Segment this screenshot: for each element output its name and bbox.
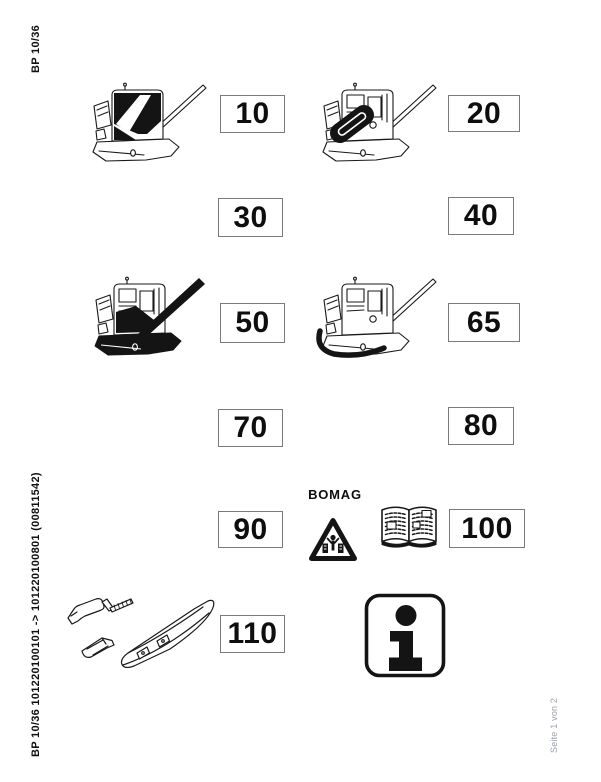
model-label-vertical: BP 10/36 <box>30 24 42 73</box>
operators-manual-book-icon <box>379 501 439 549</box>
assembly-group-label: 70 <box>233 411 268 444</box>
assembly-group-label: 50 <box>235 306 270 339</box>
assembly-group-label: 65 <box>466 305 502 339</box>
assembly-thumbnail-20[interactable] <box>314 82 440 170</box>
plate-compactor-illustration-engine <box>84 82 210 170</box>
manual-thumbnail[interactable] <box>379 501 439 549</box>
serial-range-label-vertical: BP 10/36 101220100101 -> 101220100801 (00811542) <box>30 472 42 757</box>
assembly-group-label: 20 <box>466 96 502 130</box>
bomag-logo: BOMAG <box>308 487 362 502</box>
assembly-group-label: 80 <box>463 409 499 442</box>
assembly-group-box-30[interactable] <box>218 198 283 237</box>
assembly-group-label: 100 <box>461 511 513 545</box>
warning-decal-thumbnail[interactable] <box>309 517 357 563</box>
assembly-thumbnail-65[interactable] <box>314 276 440 364</box>
assembly-group-box-10[interactable] <box>220 95 285 133</box>
assembly-group-box-90[interactable] <box>218 511 283 548</box>
assembly-group-box-50[interactable] <box>220 303 285 343</box>
accessories-thumbnail-110[interactable] <box>62 588 220 676</box>
plate-compactor-illustration-belt <box>314 82 440 170</box>
assembly-group-box-65[interactable] <box>448 303 520 342</box>
assembly-group-box-40[interactable] <box>448 197 514 235</box>
assembly-group-box-80[interactable] <box>448 407 514 445</box>
assembly-group-box-70[interactable] <box>218 409 283 447</box>
page-indicator: Seite 1 von 2 <box>549 697 559 753</box>
accessories-illustration <box>62 588 220 676</box>
assembly-group-box-20[interactable] <box>448 95 520 132</box>
assembly-group-label: 40 <box>463 199 499 232</box>
crush-hazard-warning-icon <box>309 517 357 563</box>
assembly-group-label: 110 <box>227 617 278 650</box>
info-icon <box>364 593 446 678</box>
assembly-group-box-110[interactable] <box>220 615 285 653</box>
assembly-group-label: 90 <box>233 512 268 546</box>
assembly-thumbnail-10[interactable] <box>84 82 210 170</box>
plate-compactor-illustration-bottom-edge <box>314 276 440 364</box>
assembly-thumbnail-50[interactable] <box>86 276 212 364</box>
assembly-group-label: 30 <box>233 200 268 234</box>
assembly-group-label: 10 <box>235 97 270 130</box>
plate-compactor-illustration-baseplate <box>86 276 212 364</box>
info-button[interactable] <box>364 593 446 678</box>
assembly-group-box-100[interactable] <box>449 509 525 548</box>
